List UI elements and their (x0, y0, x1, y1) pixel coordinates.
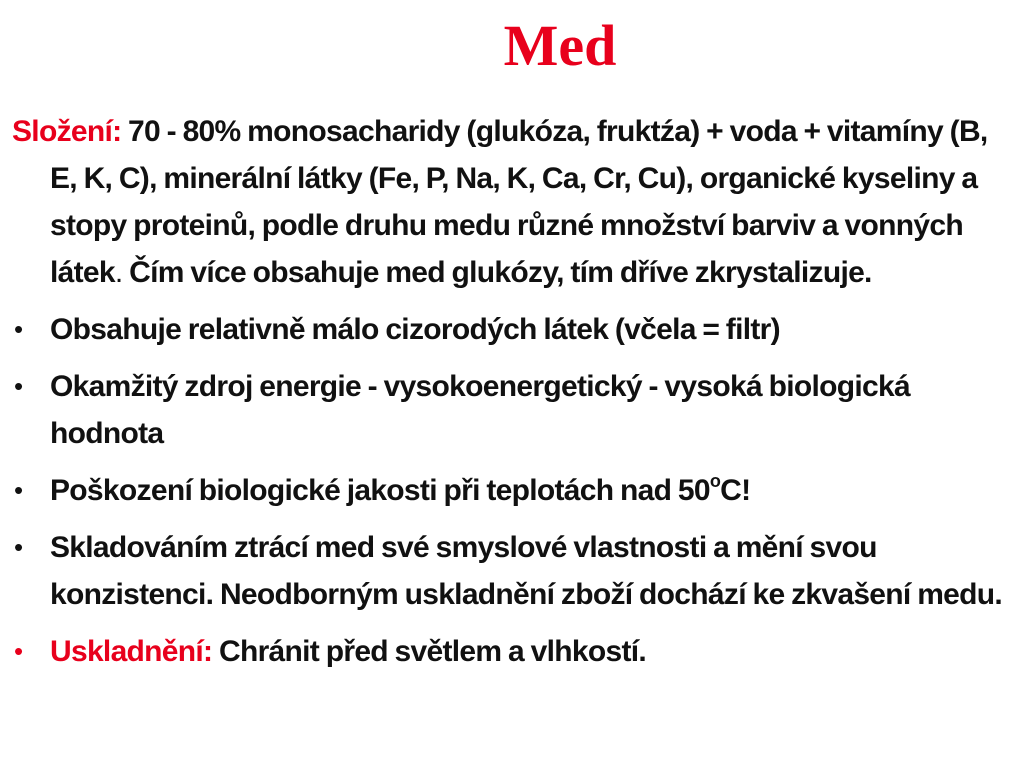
bullet-item-energy (12, 363, 1017, 457)
bullet-item-storage-loss (12, 524, 1017, 618)
bullet-item-temperature (12, 467, 1017, 514)
bullet-dot-icon: • (14, 371, 23, 401)
bullet-text: Skladováním ztrácí med své smyslové vlastnosti a mění svou konzistenci. Neodborným uskladnění zboží dochází ke zkvašení medu. (50, 531, 1003, 611)
bullet-dot-icon: • (14, 636, 23, 666)
bullet-dot-icon: • (14, 314, 23, 344)
composition-text-2: Čím více obsahuje med glukózy, tím dříve zkrystalizuje. (122, 256, 872, 289)
composition-label: Složení: (12, 115, 122, 148)
degree-superscript: o (709, 471, 721, 491)
composition-paragraph (12, 108, 1017, 296)
bullet-text: Okamžitý zdroj energie - vysokoenergetický - vysoká biologická hodnota (50, 370, 910, 450)
bullet-text-before: Poškození biologické jakosti při teplotách nad 50 (50, 474, 710, 507)
slide-body (12, 108, 1017, 675)
bullet-dot-icon: • (14, 475, 23, 505)
bullet-text: Obsahuje relativně málo cizorodých látek (včela = filtr) (50, 313, 780, 346)
bullet-text: Chránit před světlem a vlhkostí. (212, 635, 647, 668)
bullet-item-impurities (12, 306, 1017, 353)
composition-separator: . (114, 256, 123, 289)
composition-text-1: 70 - 80% monosacharidy (glukóza, fruktźa) + voda + vitamíny (B, E, K, C), minerální látky (Fe, P, Na, K, Ca, Cr, Cu), organické kyseliny a stopy proteinů, podle druhu medu různé množství barviv a vonných látek (50, 115, 988, 289)
bullet-dot-icon: • (14, 532, 23, 562)
bullet-text-after: C! (720, 474, 751, 507)
bullet-list (12, 306, 1017, 675)
storage-label: Uskladnění: (50, 635, 213, 668)
slide-title: Med (503, 13, 617, 78)
bullet-item-storage (12, 628, 1017, 675)
